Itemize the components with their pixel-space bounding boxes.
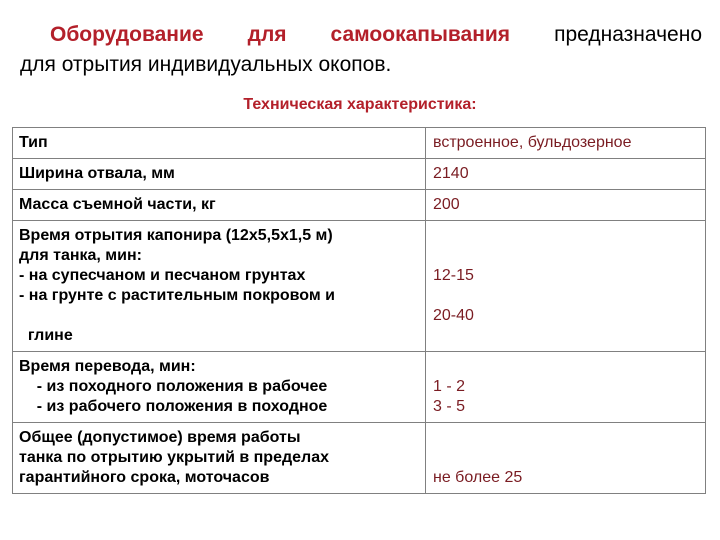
row-value xyxy=(426,352,706,423)
value-line xyxy=(433,448,699,468)
row-value xyxy=(426,128,706,159)
value-line: 3 - 5 xyxy=(433,398,466,415)
value-line: встроенное, бульдозерное xyxy=(433,134,632,151)
value-line xyxy=(433,286,699,306)
spec-table xyxy=(12,127,706,494)
label-line: - из походного положения в рабочее xyxy=(19,378,328,395)
label-line xyxy=(19,306,419,326)
row-label xyxy=(13,352,426,423)
row-value xyxy=(426,190,706,221)
table-row xyxy=(13,159,706,190)
value-line: 1 - 2 xyxy=(433,378,466,395)
label-line: Масса съемной части, кг xyxy=(19,196,216,213)
label-line: - на грунте с растительным покровом и xyxy=(19,287,335,304)
value-line: 12-15 xyxy=(433,267,474,284)
row-value xyxy=(426,159,706,190)
row-label xyxy=(13,128,426,159)
table-row xyxy=(13,190,706,221)
label-line: глине xyxy=(19,327,73,344)
label-line: Ширина отвала, мм xyxy=(19,165,175,182)
intro-line-2: для отрытия индивидуальных окопов. xyxy=(20,53,392,76)
value-line xyxy=(433,428,699,448)
intro-paragraph xyxy=(20,20,702,80)
table-row xyxy=(13,352,706,423)
label-line: - из рабочего положения в походное xyxy=(19,398,328,415)
intro-line-1-rest: предназначено xyxy=(554,23,702,46)
label-line: для танка, мин: xyxy=(19,247,142,264)
table-row xyxy=(13,128,706,159)
intro-highlight: Оборудование для самоокапывания xyxy=(50,23,511,46)
intro-line-1 xyxy=(20,20,702,50)
value-line xyxy=(433,246,699,266)
value-line xyxy=(433,357,699,377)
label-line: Тип xyxy=(19,134,48,151)
row-label xyxy=(13,159,426,190)
row-label xyxy=(13,221,426,352)
value-line xyxy=(433,226,699,246)
value-line: не более 25 xyxy=(433,469,523,486)
value-line xyxy=(433,326,699,346)
table-row xyxy=(13,423,706,494)
value-line: 20-40 xyxy=(433,307,474,324)
row-value xyxy=(426,423,706,494)
label-line: гарантийного срока, моточасов xyxy=(19,469,270,486)
table-row xyxy=(13,221,706,352)
table-caption: Техническая характеристика: xyxy=(243,96,477,113)
label-line: Общее (допустимое) время работы xyxy=(19,429,301,446)
label-line: танка по отрытию укрытий в пределах xyxy=(19,449,329,466)
value-line: 200 xyxy=(433,196,460,213)
label-line: Время перевода, мин: xyxy=(19,358,196,375)
label-line: Время отрытия капонира (12х5,5х1,5 м) xyxy=(19,227,333,244)
label-line: - на супесчаном и песчаном грунтах xyxy=(19,267,306,284)
row-label xyxy=(13,423,426,494)
value-line: 2140 xyxy=(433,165,469,182)
row-value xyxy=(426,221,706,352)
row-label xyxy=(13,190,426,221)
